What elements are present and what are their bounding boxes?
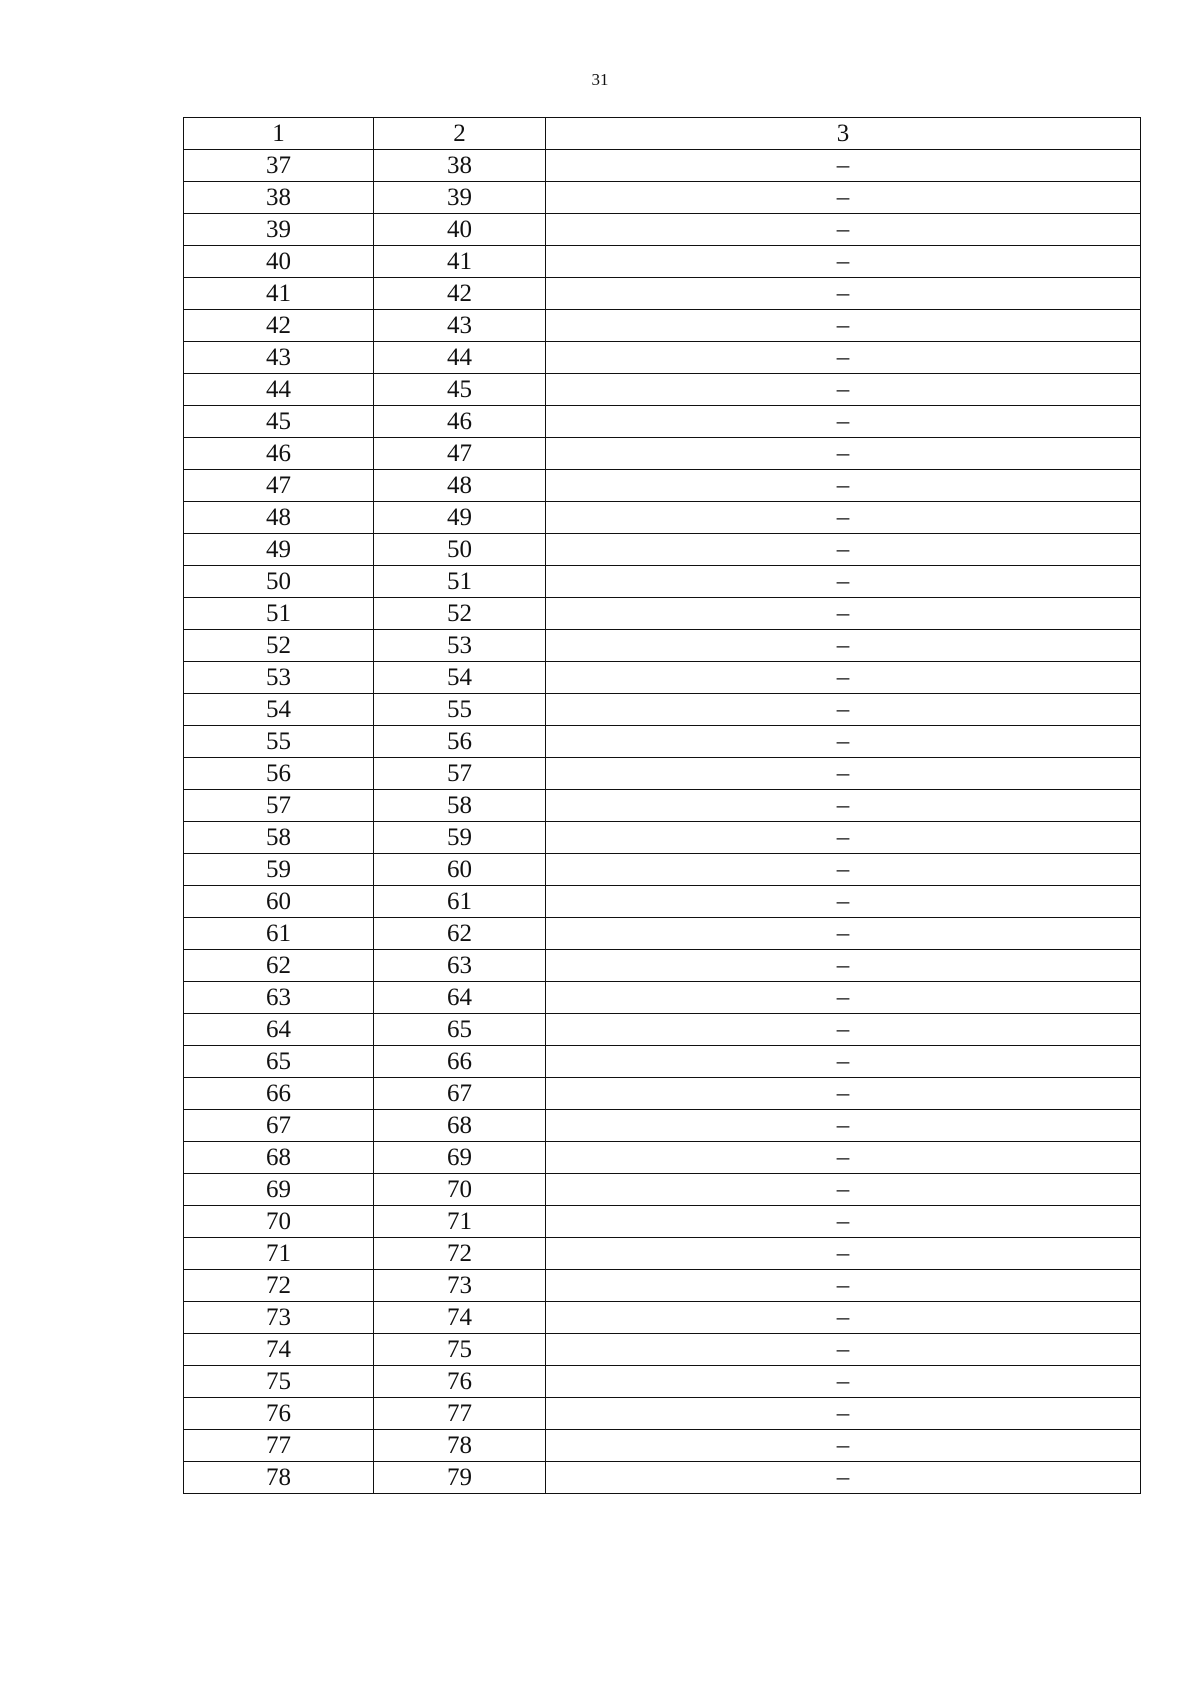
table-cell-col-2: 77 [374,1398,546,1430]
table-cell-col-1: 68 [184,1142,374,1174]
table-cell-col-2: 47 [374,438,546,470]
table-row [184,1430,1141,1462]
table-cell-col-2: 67 [374,1078,546,1110]
table-row [184,918,1141,950]
table-row [184,182,1141,214]
table-row [184,950,1141,982]
header-cell-3: 3 [546,118,1141,150]
table-cell-col-3: – [546,342,1141,374]
table-cell-col-3: – [546,1430,1141,1462]
table-cell-col-2: 59 [374,822,546,854]
table-row [184,1238,1141,1270]
table-header [184,118,1141,150]
table-cell-col-3: – [546,1142,1141,1174]
table-cell-col-2: 61 [374,886,546,918]
table-cell-col-1: 69 [184,1174,374,1206]
table-cell-col-3: – [546,278,1141,310]
table-cell-col-1: 42 [184,310,374,342]
table-cell-col-3: – [546,854,1141,886]
table-cell-col-2: 64 [374,982,546,1014]
table-cell-col-2: 60 [374,854,546,886]
table-cell-col-1: 75 [184,1366,374,1398]
table-cell-col-2: 46 [374,406,546,438]
table-cell-col-1: 45 [184,406,374,438]
table-cell-col-2: 78 [374,1430,546,1462]
table-cell-col-1: 76 [184,1398,374,1430]
table-cell-col-2: 72 [374,1238,546,1270]
table-cell-col-1: 58 [184,822,374,854]
table-cell-col-1: 41 [184,278,374,310]
table-cell-col-1: 48 [184,502,374,534]
table-cell-col-3: – [546,822,1141,854]
table-cell-col-3: – [546,182,1141,214]
data-table [183,117,1141,1494]
table-cell-col-1: 67 [184,1110,374,1142]
table-cell-col-1: 77 [184,1430,374,1462]
table-cell-col-3: – [546,1046,1141,1078]
table-cell-col-3: – [546,758,1141,790]
table-cell-col-3: – [546,662,1141,694]
table-cell-col-2: 70 [374,1174,546,1206]
table-row [184,1046,1141,1078]
table-cell-col-2: 58 [374,790,546,822]
table-row [184,310,1141,342]
table-row [184,1270,1141,1302]
table-cell-col-3: – [546,502,1141,534]
table-row [184,278,1141,310]
table-cell-col-1: 72 [184,1270,374,1302]
table-cell-col-2: 53 [374,630,546,662]
table-cell-col-1: 52 [184,630,374,662]
table-row [184,534,1141,566]
table-row [184,566,1141,598]
table-row [184,1014,1141,1046]
table-body [184,150,1141,1494]
table-row [184,1206,1141,1238]
table-cell-col-2: 62 [374,918,546,950]
table-cell-col-2: 71 [374,1206,546,1238]
table-cell-col-2: 54 [374,662,546,694]
table-cell-col-1: 78 [184,1462,374,1494]
table-row [184,150,1141,182]
table-cell-col-2: 79 [374,1462,546,1494]
table-row [184,1174,1141,1206]
table-cell-col-1: 65 [184,1046,374,1078]
table-row [184,470,1141,502]
table-cell-col-3: – [546,150,1141,182]
table-cell-col-1: 47 [184,470,374,502]
table-row [184,598,1141,630]
table-cell-col-1: 62 [184,950,374,982]
table-cell-col-3: – [546,918,1141,950]
table-cell-col-3: – [546,1174,1141,1206]
table-cell-col-3: – [546,374,1141,406]
table-row [184,1334,1141,1366]
table-cell-col-2: 69 [374,1142,546,1174]
table-cell-col-2: 51 [374,566,546,598]
table-cell-col-3: – [546,1366,1141,1398]
table-cell-col-1: 50 [184,566,374,598]
table-cell-col-2: 63 [374,950,546,982]
table-cell-col-1: 39 [184,214,374,246]
table-cell-col-1: 59 [184,854,374,886]
table-cell-col-3: – [546,246,1141,278]
table-cell-col-3: – [546,1462,1141,1494]
table-cell-col-3: – [546,470,1141,502]
table-cell-col-3: – [546,790,1141,822]
table-cell-col-2: 40 [374,214,546,246]
table-cell-col-1: 37 [184,150,374,182]
table-cell-col-3: – [546,1206,1141,1238]
table-cell-col-1: 61 [184,918,374,950]
table-cell-col-1: 44 [184,374,374,406]
table-cell-col-2: 45 [374,374,546,406]
table-cell-col-2: 48 [374,470,546,502]
table-cell-col-2: 75 [374,1334,546,1366]
table-cell-col-1: 51 [184,598,374,630]
table-cell-col-1: 74 [184,1334,374,1366]
table-cell-col-1: 73 [184,1302,374,1334]
table-row [184,726,1141,758]
table-row [184,214,1141,246]
table-row [184,374,1141,406]
table-cell-col-3: – [546,726,1141,758]
table-cell-col-1: 63 [184,982,374,1014]
table-row [184,662,1141,694]
table-cell-col-2: 68 [374,1110,546,1142]
table-cell-col-1: 64 [184,1014,374,1046]
table-cell-col-2: 49 [374,502,546,534]
table-cell-col-2: 43 [374,310,546,342]
table-cell-col-3: – [546,214,1141,246]
table-cell-col-2: 55 [374,694,546,726]
table-cell-col-1: 71 [184,1238,374,1270]
table-row [184,1142,1141,1174]
table-cell-col-1: 49 [184,534,374,566]
table-row [184,1462,1141,1494]
table-cell-col-1: 46 [184,438,374,470]
table-cell-col-3: – [546,1238,1141,1270]
table-row [184,630,1141,662]
page-number: 31 [591,70,609,89]
table-cell-col-2: 41 [374,246,546,278]
table-cell-col-1: 60 [184,886,374,918]
table-cell-col-1: 53 [184,662,374,694]
table-cell-col-3: – [546,630,1141,662]
table-cell-col-2: 74 [374,1302,546,1334]
table-cell-col-3: – [546,694,1141,726]
table-cell-col-2: 65 [374,1014,546,1046]
table-row [184,822,1141,854]
table-cell-col-3: – [546,310,1141,342]
table-cell-col-3: – [546,1014,1141,1046]
header-cell-2: 2 [374,118,546,150]
table-row [184,1110,1141,1142]
table-row [184,758,1141,790]
table-cell-col-2: 50 [374,534,546,566]
table-row [184,886,1141,918]
table-row [184,342,1141,374]
table-row [184,1078,1141,1110]
table-cell-col-1: 56 [184,758,374,790]
table-cell-col-2: 38 [374,150,546,182]
table-cell-col-2: 57 [374,758,546,790]
table-row [184,1366,1141,1398]
table-cell-col-2: 56 [374,726,546,758]
table-cell-col-1: 43 [184,342,374,374]
table-row [184,854,1141,886]
table-cell-col-2: 66 [374,1046,546,1078]
table-cell-col-3: – [546,950,1141,982]
table-cell-col-3: – [546,886,1141,918]
table-row [184,790,1141,822]
table-cell-col-3: – [546,438,1141,470]
table-cell-col-2: 73 [374,1270,546,1302]
table-cell-col-3: – [546,534,1141,566]
table-cell-col-3: – [546,1334,1141,1366]
table-row [184,502,1141,534]
table-row [184,982,1141,1014]
table-cell-col-3: – [546,1270,1141,1302]
table-cell-col-1: 57 [184,790,374,822]
table-row [184,406,1141,438]
table-cell-col-1: 40 [184,246,374,278]
table-cell-col-3: – [546,566,1141,598]
table-cell-col-3: – [546,1398,1141,1430]
table-cell-col-1: 70 [184,1206,374,1238]
table-cell-col-1: 66 [184,1078,374,1110]
table-row [184,694,1141,726]
table-cell-col-3: – [546,1078,1141,1110]
table-row [184,438,1141,470]
table-row [184,246,1141,278]
table-cell-col-3: – [546,982,1141,1014]
table-cell-col-2: 76 [374,1366,546,1398]
table-cell-col-2: 39 [374,182,546,214]
table-cell-col-3: – [546,1110,1141,1142]
table-cell-col-2: 44 [374,342,546,374]
table-cell-col-3: – [546,406,1141,438]
table-cell-col-1: 55 [184,726,374,758]
header-row [184,118,1141,150]
table-cell-col-1: 54 [184,694,374,726]
header-cell-1: 1 [184,118,374,150]
table-cell-col-2: 42 [374,278,546,310]
table-row [184,1398,1141,1430]
table-cell-col-2: 52 [374,598,546,630]
table-cell-col-1: 38 [184,182,374,214]
table-cell-col-3: – [546,598,1141,630]
table-row [184,1302,1141,1334]
table-cell-col-3: – [546,1302,1141,1334]
